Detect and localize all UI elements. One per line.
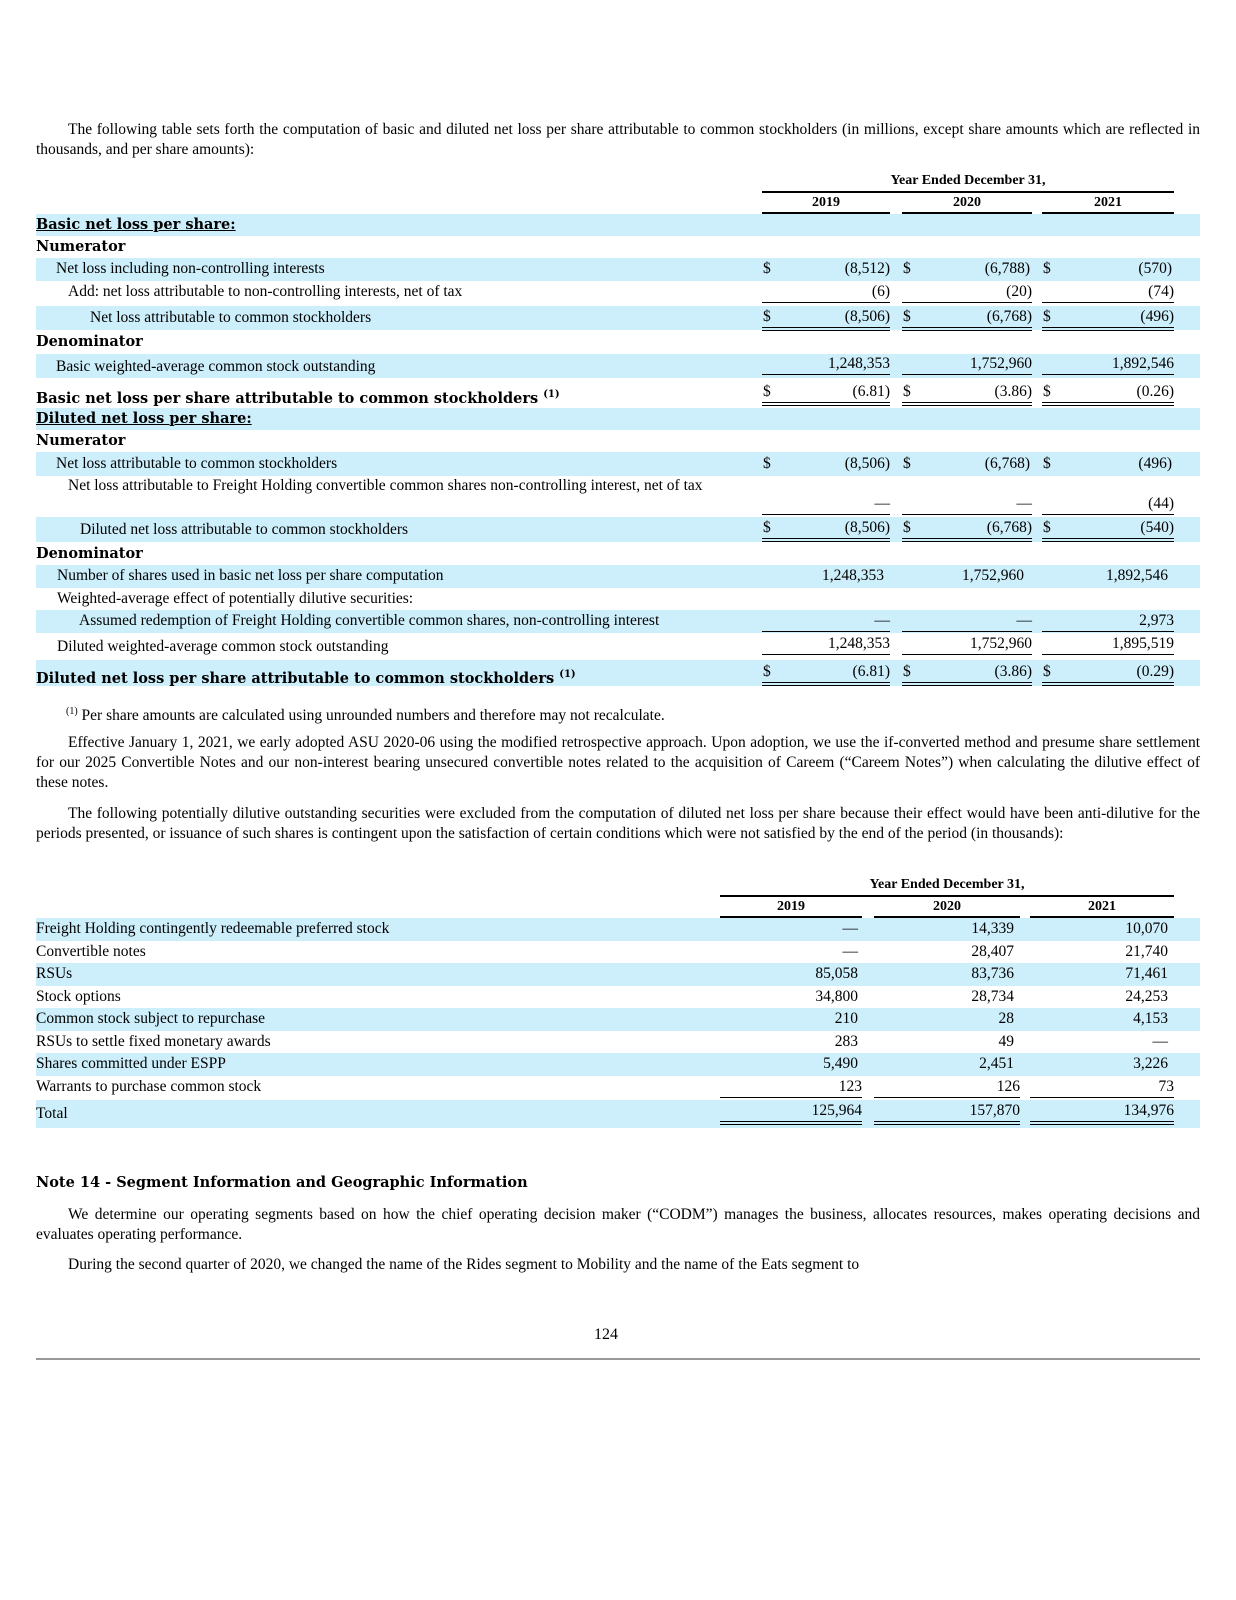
denominator-row: Denominator bbox=[36, 545, 143, 562]
table-row: Net loss attributable to common stockholders $ (8,506) $ (6,768) $ (496) bbox=[36, 306, 1200, 330]
numerator-row: Numerator bbox=[36, 432, 126, 449]
basic-heading-row bbox=[36, 214, 1200, 236]
segment-paragraph: During the second quarter of 2020, we changed the name of the Rides segment to Mobility and the name of the Eats segment to bbox=[68, 1256, 860, 1273]
table-row: Shares committed under ESPP 5,490 2,451 3,226 bbox=[36, 1053, 1200, 1076]
table-row: Basic weighted-average common stock outstanding 1,248,353 1,752,960 1,892,546 bbox=[36, 354, 1200, 378]
table-row: Freight Holding contingently redeemable preferred stock — 14,339 10,070 bbox=[36, 918, 1200, 941]
table-row: Net loss including non-controlling interests $ (8,512) $ (6,788) $ (570) bbox=[36, 258, 1200, 281]
page-number: 124 bbox=[594, 1326, 618, 1343]
table-row: Diluted net loss attributable to common stockholders $ (8,506) $ (6,768) $ (540) bbox=[36, 517, 1200, 542]
table-row: Add: net loss attributable to non-controlling interests, net of tax (6) (20) (74) bbox=[36, 281, 1200, 304]
denominator-row: Denominator bbox=[36, 333, 143, 350]
table-row: Number of shares used in basic net loss per share computation 1,248,353 1,752,960 1,892,546 bbox=[36, 565, 1200, 588]
table-row: Diluted weighted-average common stock outstanding 1,248,353 1,752,960 1,895,519 bbox=[57, 635, 1174, 655]
diluted-heading: Diluted net loss per share: bbox=[36, 410, 252, 427]
table-row: Warrants to purchase common stock 123 126 73 bbox=[36, 1076, 1200, 1099]
table-row: Basic net loss per share attributable to common stockholders $^{(1)}$ $ (6.81) $ (3.86) $ (0.26) bbox=[36, 383, 1174, 407]
table-row: RSUs to settle fixed monetary awards 283 49 — bbox=[36, 1033, 1168, 1050]
numerator-row: Numerator bbox=[36, 238, 126, 255]
intro-paragraph: The following table sets forth the computation of basic and diluted net loss per share attributable to common stockholders (in millions, except share amounts which are reflected in thousands, and per share amounts): bbox=[36, 121, 1200, 158]
page-divider bbox=[36, 1358, 1200, 1360]
note-14-heading: Note 14 - Segment Information and Geographic Information bbox=[36, 1174, 528, 1191]
excluded-paragraph: The following potentially dilutive outstanding securities were excluded from the computation of diluted net loss per share because their effect would have been anti-dilutive for the periods presented, or issuance of such shares is contingent upon the satisfaction of certain conditions which were not satisfied by the end of the period (in thousands): bbox=[36, 805, 1200, 842]
asu-paragraph: Effective January 1, 2021, we early adopted ASU 2020-06 using the modified retrospective approach. Upon adoption, we use the if-converted method and presume share settlement for our 2025 Convertible Notes and our non-interest bearing unsecured convertible notes related to the acquisition of Careem (“Careem Notes”) when calculating the dilutive effect of these notes. bbox=[36, 734, 1200, 791]
codm-paragraph: We determine our operating segments based on how the chief operating decision maker (“CODM”) manages the business, allocates resources, makes operating decisions and evaluates operating performance. bbox=[36, 1206, 1200, 1243]
col-2019: 2019 bbox=[762, 194, 890, 214]
footnote: $^{(1)}$ Per share amounts are calculated using unrounded numbers and therefore may not recalculate. bbox=[66, 706, 665, 725]
col-2021: 2021 bbox=[1042, 194, 1174, 214]
table-row: Convertible notes — 28,407 21,740 bbox=[36, 943, 1168, 960]
col-2020: 2020 bbox=[902, 194, 1032, 214]
basic-heading: Basic net loss per share: bbox=[36, 216, 236, 233]
table-row: Stock options 34,800 28,734 24,253 bbox=[36, 988, 1168, 1005]
diluted-heading-row bbox=[36, 408, 1200, 430]
table-row: Assumed redemption of Freight Holding convertible common shares, non-controlling interest — — 2,973 bbox=[36, 610, 1200, 633]
table-row: Net loss attributable to Freight Holding convertible common shares non-controlling interest, net of tax — — (44) bbox=[36, 476, 1200, 516]
total-row: Total 125,964 157,870 134,976 bbox=[36, 1100, 1200, 1128]
table-row: Common stock subject to repurchase 210 28 4,153 bbox=[36, 1008, 1200, 1031]
table-row: Weighted-average effect of potentially dilutive securities: bbox=[57, 590, 414, 607]
table-row: Diluted net loss per share attributable to common stockholders $^{(1)}$ $ (6.81) $ (3.86) $ (0.29) bbox=[36, 660, 1200, 686]
table-row: Net loss attributable to common stockholders $ (8,506) $ (6,768) $ (496) bbox=[36, 452, 1200, 476]
table-row: RSUs 85,058 83,736 71,461 bbox=[36, 963, 1200, 986]
year-header: Year Ended December 31, bbox=[890, 173, 1046, 188]
